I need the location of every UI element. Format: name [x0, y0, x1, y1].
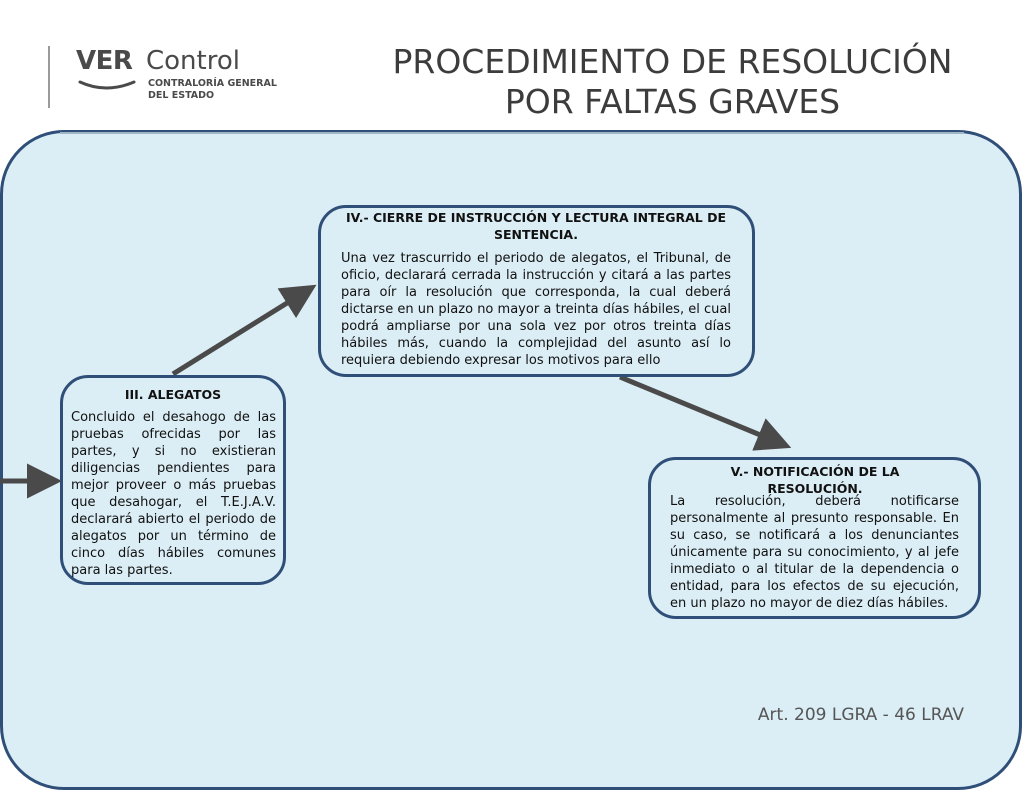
panel-top-divider	[60, 132, 964, 134]
step-text-cierre-instruccion: Una vez trascurrido el periodo de alegatos, el Tribunal, de oficio, declarará cerrada la instrucción y citará a las partes para oír la resolución que corresponda, la cual deberá dictarse en un plazo no mayor a treinta días hábiles, el cual podrá ampliarse por una sola vez por otros treinta días hábiles más, cuando la complejidad del asunto así lo requiera debiendo expresar los motivos para ello	[341, 251, 731, 368]
logo-brand-light: Control	[146, 46, 240, 76]
page-title-line1: PROCEDIMIENTO DE RESOLUCIÓN	[392, 42, 953, 81]
step-title-cierre-instruccion: IV.- CIERRE DE INSTRUCCIÓN Y LECTURA INTEGRAL DE SENTENCIA.	[345, 210, 726, 242]
logo-brand-bold: VER	[76, 46, 133, 76]
step-title-notificacion: V.- NOTIFICACIÓN DE LA RESOLUCIÓN.	[730, 464, 900, 496]
logo-subtitle-line2: DEL ESTADO	[148, 90, 215, 101]
step-text-notificacion: La resolución, deberá notificarse personalmente al presunto responsable. En su caso, se notificará a los denunciantes únicamente para su conocimiento, y al jefe inmediato o al titular de la dependencia o entidad, para los efectos de su ejecución, en un plazo no mayor de diez días hábiles.	[670, 494, 959, 611]
page-title-line2: POR FALTAS GRAVES	[504, 82, 841, 121]
legal-reference: Art. 209 LGRA - 46 LRAV	[757, 705, 964, 725]
logo	[48, 44, 278, 108]
page-title	[340, 42, 1005, 122]
logo-swoosh-icon	[78, 78, 138, 92]
step-title-alegatos: III. ALEGATOS	[124, 387, 222, 402]
step-text-alegatos: Concluido el desahogo de las pruebas ofrecidas por las partes, y si no existieran diligencias pendientes para mejor proveer o más pruebas que desahogar, el T.E.J.A.V. declarará abierto el periodo de alegatos por un término de cinco días hábiles comunes para las partes.	[71, 410, 276, 578]
logo-divider	[48, 46, 50, 108]
logo-subtitle-line1: CONTRALORÍA GENERAL	[148, 78, 277, 89]
logo-subtitle	[148, 78, 278, 102]
